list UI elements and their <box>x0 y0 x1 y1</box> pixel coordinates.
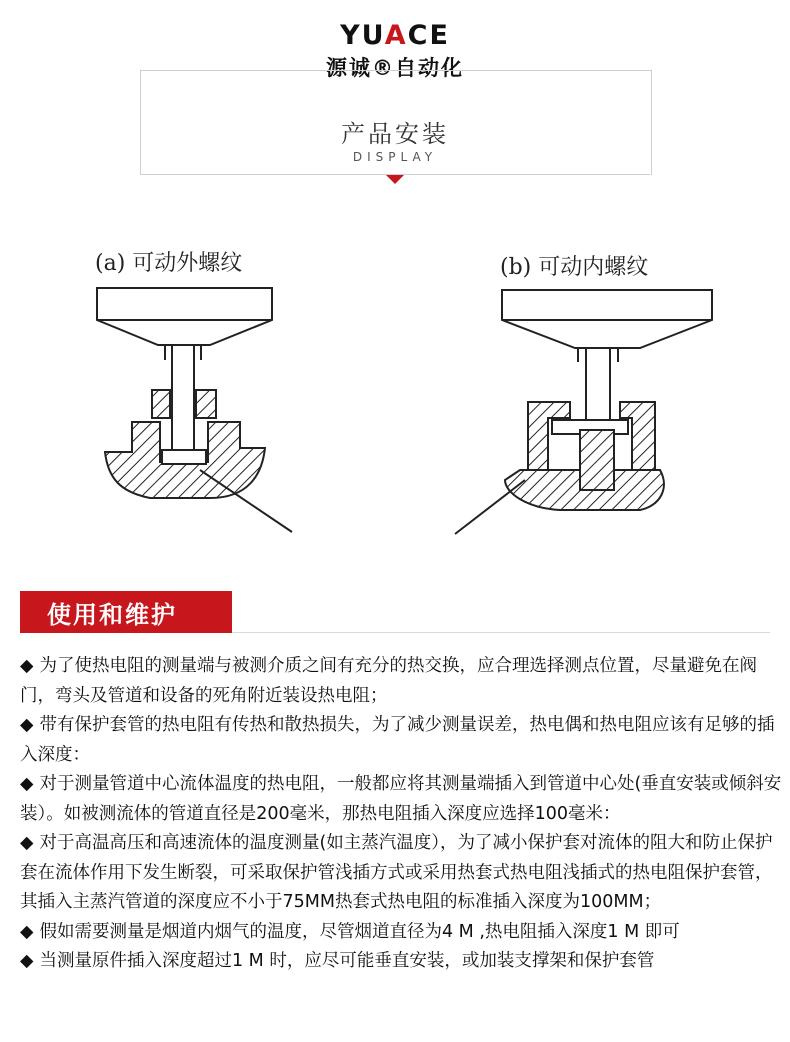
list-item <box>20 918 782 948</box>
brand-name-en <box>0 22 790 50</box>
brand-suffix: CE <box>407 20 450 51</box>
diamond-bullet-icon: ◆ <box>20 951 34 971</box>
banner-title: 使用和维护 <box>47 601 177 629</box>
section-subtitle: DISPLAY <box>352 150 438 164</box>
diamond-bullet-icon: ◆ <box>20 921 34 942</box>
list-item-text: 为了使热电阻的测量端与被测介质之间有充分的热交换，应合理选择测点位置，尽量避免在阀门，弯头及管道和设备的死角附近装设热电阻； <box>20 656 757 706</box>
section-arrow-icon <box>386 175 404 184</box>
brand-prefix: YU <box>340 20 385 51</box>
diagram-b <box>455 290 712 534</box>
brand-name-cn: 源诚®自动化 <box>326 56 464 80</box>
list-item-text: 当测量原件插入深度超过1 M 时，应尽可能垂直安装，或加装支撑架和保护套管 <box>39 951 655 971</box>
brand-accent-letter: A <box>384 20 408 51</box>
banner-divider <box>232 632 770 633</box>
section-title: 产品安装 <box>341 120 449 148</box>
list-item <box>20 652 782 711</box>
list-item-text: 带有保护套管的热电阻有传热和散热损失，为了减少测量误差，热电偶和热电阻应该有足够的插入深度： <box>20 715 775 765</box>
list-item <box>20 770 782 829</box>
list-item <box>20 829 782 918</box>
diagram-a <box>97 288 292 532</box>
diamond-bullet-icon: ◆ <box>20 774 34 794</box>
installation-diagram <box>0 230 790 550</box>
list-item <box>20 947 782 977</box>
list-item-text: 对于高温高压和高速流体的温度测量(如主蒸汽温度），为了减小保护套对流体的阻大和防止保护套在流体作用下发生断裂，可采取保护管浅插方式或采用热套式热电阻浅插式的热电阻保护套管，其插入主蒸汽管道的深度应不小于75MM热套式热电阻的标准插入深度为100MM； <box>20 833 773 912</box>
maintenance-list <box>20 652 782 977</box>
list-item <box>20 711 782 770</box>
list-item-text: 对于测量管道中心流体温度的热电阻，一般都应将其测量端插入到管道中心处(垂直安装或倾斜安装）。如被测流体的管道直径是200毫米，那热电阻插入深度应选择100毫米： <box>20 774 782 824</box>
diagram-label-a: (a) 可动外螺纹 <box>95 251 243 276</box>
diagram-label-b: (b) 可动内螺纹 <box>500 255 649 280</box>
diamond-bullet-icon: ◆ <box>20 833 34 853</box>
diamond-bullet-icon: ◆ <box>20 656 34 676</box>
diamond-bullet-icon: ◆ <box>20 715 34 735</box>
list-item-text: 假如需要测量是烟道内烟气的温度，尽管烟道直径为4 M ,热电阻插入深度1 M 即可 <box>39 921 680 942</box>
